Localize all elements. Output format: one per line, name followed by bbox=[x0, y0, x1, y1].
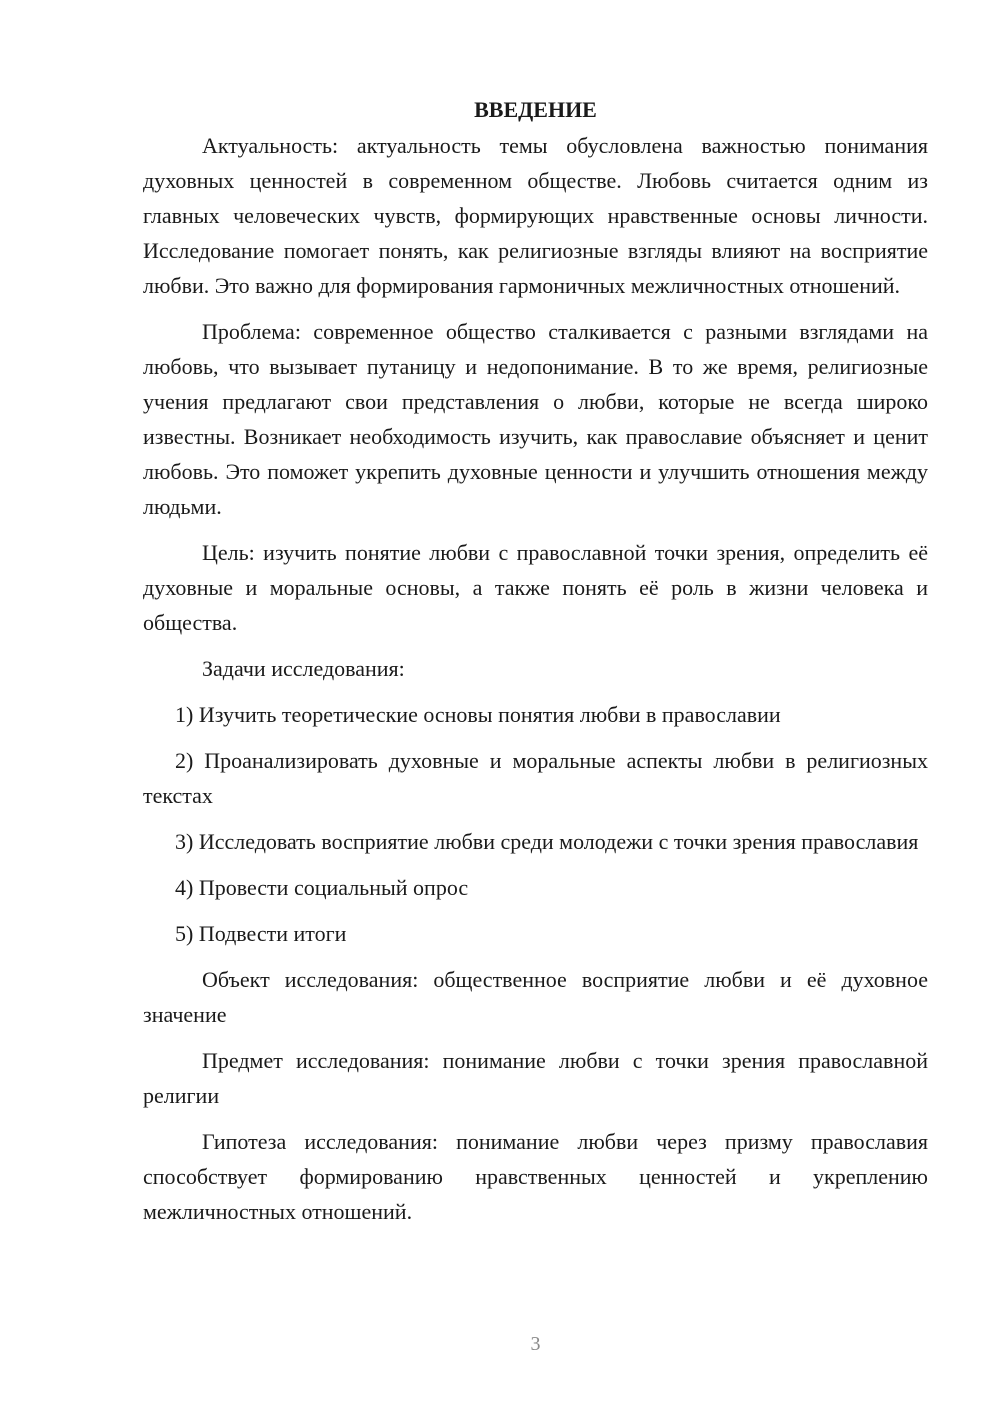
page-number: 3 bbox=[530, 1333, 541, 1355]
problem-paragraph: Проблема: современное общество сталкивается с разными взглядами на любовь, что вызывает путаницу и недопонимание. В то же время, религиозные учения предлагают свои представления о любви, которые не всегда широко известны. Возникает необходимость изучить, как православие объясняет и ценит любовь. Это поможет укрепить духовные ценности и улучшить отношения между людьми. bbox=[143, 319, 928, 519]
relevance-paragraph: Актуальность: актуальность темы обусловлена важностью понимания духовных ценностей в современном обществе. Любовь считается одним из главных человеческих чувств, формирующих нравственные основы личности. Исследование помогает понять, как религиозные взгляды влияют на восприятие любви. Это важно для формирования гармоничных межличностных отношений. bbox=[143, 133, 928, 298]
goal-paragraph: Цель: изучить понятие любви с православной точки зрения, определить её духовные и моральные основы, а также понять её роль в жизни человека и общества. bbox=[143, 540, 928, 635]
object-paragraph: Объект исследования: общественное восприятие любви и её духовное значение bbox=[143, 967, 928, 1027]
page-title: ВВЕДЕНИЕ bbox=[474, 97, 597, 122]
document-page bbox=[143, 92, 928, 1240]
hypothesis-paragraph: Гипотеза исследования: понимание любви через призму православия способствует формированию нравственных ценностей и укреплению межличностных отношений. bbox=[143, 1129, 928, 1224]
task-item: 3) Исследовать восприятие любви среди молодежи с точки зрения православия bbox=[175, 829, 919, 854]
task-item: 2) Проанализировать духовные и моральные аспекты любви в религиозных текстах bbox=[143, 748, 928, 808]
tasks-heading: Задачи исследования: bbox=[202, 656, 405, 681]
task-item: 4) Провести социальный опрос bbox=[175, 875, 469, 900]
task-item: 5) Подвести итоги bbox=[175, 921, 347, 946]
subject-paragraph: Предмет исследования: понимание любви с точки зрения православной религии bbox=[143, 1048, 928, 1108]
task-item: 1) Изучить теоретические основы понятия любви в православии bbox=[175, 702, 781, 727]
